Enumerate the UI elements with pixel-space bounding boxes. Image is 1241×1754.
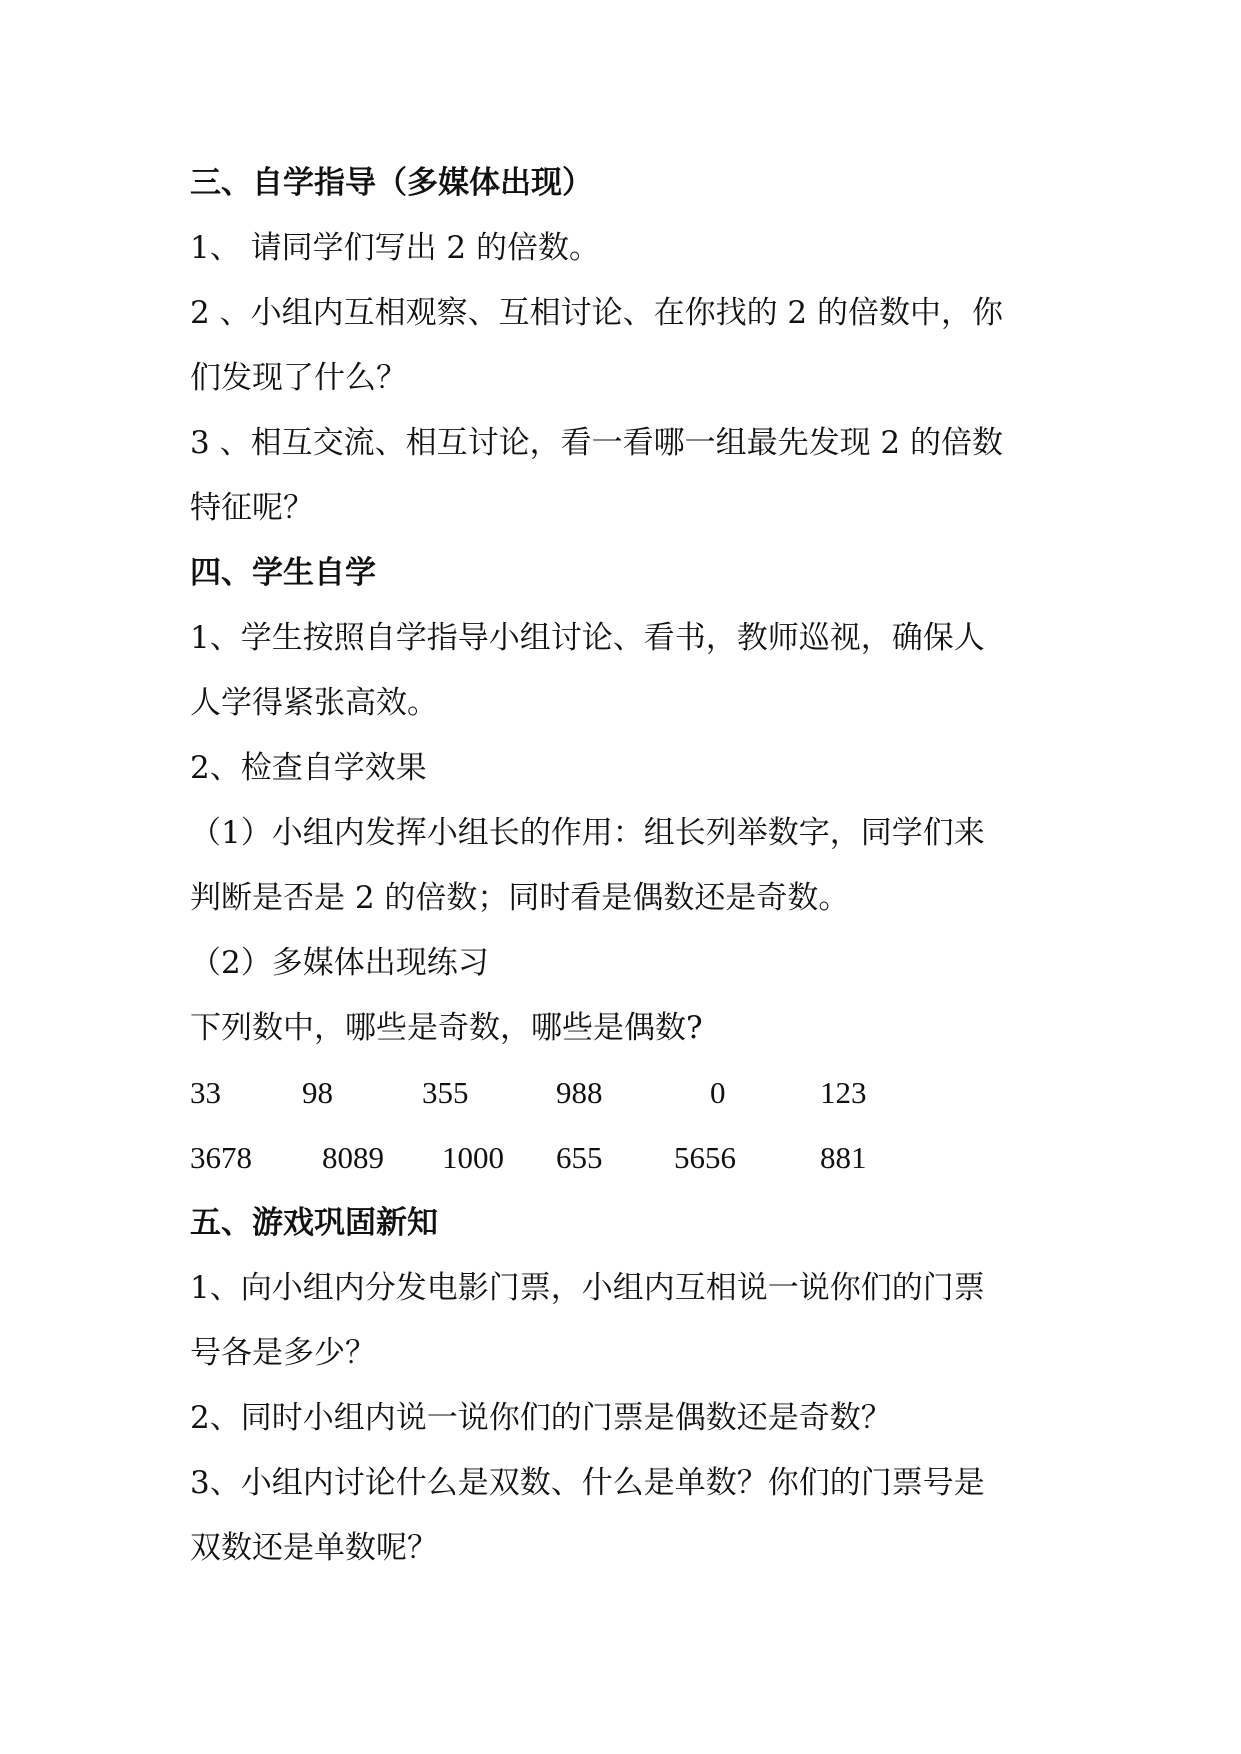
paragraph-line: （1）小组内发挥小组长的作用：组长列举数字，同学们来: [190, 815, 985, 851]
section-heading-4: 四、学生自学: [190, 555, 376, 591]
number-cell: 123: [820, 1075, 867, 1110]
paragraph-line: 特征呢？: [190, 490, 314, 526]
paragraph-line: 2 、小组内互相观察、互相讨论、在你找的 2 的倍数中，你: [190, 295, 1004, 331]
paragraph-line: 3、小组内讨论什么是双数、什么是单数？你们的门票号是: [190, 1465, 985, 1501]
number-cell: 98: [302, 1075, 333, 1110]
paragraph-line: 1、向小组内分发电影门票，小组内互相说一说你们的门票: [190, 1270, 985, 1306]
number-cell: 0: [710, 1075, 726, 1110]
paragraph-line: 们发现了什么？: [190, 360, 407, 396]
paragraph-line: 3 、相互交流、相互讨论，看一看哪一组最先发现 2 的倍数: [190, 425, 1004, 461]
number-cell: 988: [556, 1075, 603, 1110]
number-cell: 881: [820, 1140, 867, 1175]
paragraph-line: 人学得紧张高效。: [190, 685, 438, 721]
number-row-1: [190, 1068, 1060, 1133]
paragraph-line: 判断是否是 2 的倍数；同时看是偶数还是奇数。: [190, 880, 850, 916]
paragraph-line: 2、同时小组内说一说你们的门票是偶数还是奇数？: [190, 1400, 892, 1436]
paragraph-line: 2、检查自学效果: [190, 750, 427, 786]
paragraph-line: （2）多媒体出现练习: [190, 945, 489, 981]
paragraph-line: 下列数中，哪些是奇数，哪些是偶数?: [190, 1010, 703, 1046]
number-cell: 33: [190, 1075, 221, 1110]
number-cell: 3678: [190, 1140, 252, 1175]
number-cell: 655: [556, 1140, 603, 1175]
paragraph-line: 双数还是单数呢？: [190, 1530, 438, 1566]
number-cell: 8089: [322, 1140, 384, 1175]
document-page: [190, 158, 1060, 1588]
section-heading-5: 五、游戏巩固新知: [190, 1205, 438, 1241]
paragraph-line: 号各是多少？: [190, 1335, 376, 1371]
paragraph-line: 1、 请同学们写出 2 的倍数。: [190, 230, 601, 266]
section-heading-3: 三、自学指导（多媒体出现）: [190, 165, 593, 201]
paragraph-line: 1、学生按照自学指导小组讨论、看书，教师巡视，确保人: [190, 620, 985, 656]
number-cell: 1000: [442, 1140, 504, 1175]
number-row-2: [190, 1133, 1060, 1198]
number-cell: 5656: [674, 1140, 736, 1175]
number-cell: 355: [422, 1075, 469, 1110]
